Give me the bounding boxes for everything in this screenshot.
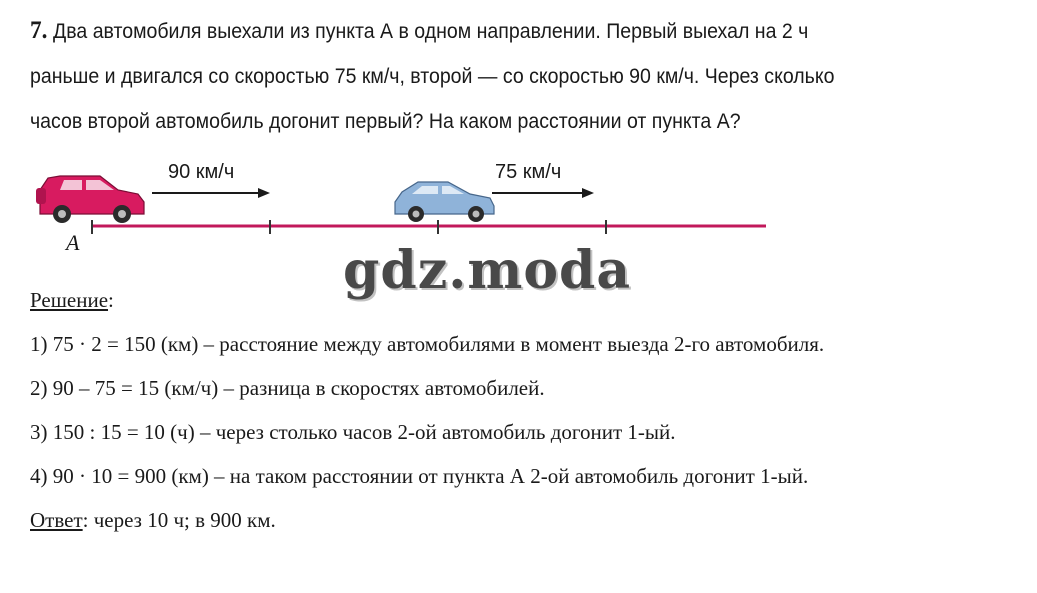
watermark-logo: gdz.moda	[343, 240, 632, 301]
problem-line-2: раньше и двигался со скоростью 75 км/ч, второй — со скоростью 90 км/ч. Через сколько	[30, 65, 835, 88]
solution-block	[30, 278, 1020, 542]
speed-label-first: 75 км/ч	[495, 161, 562, 183]
solution-step-3: 3) 150 : 15 = 10 (ч) – через столько часов 2-ой автомобиль догонит 1-ый.	[30, 420, 676, 444]
problem-text	[30, 8, 951, 144]
arrow-second	[152, 188, 270, 198]
problem-line-1	[30, 8, 951, 54]
solution-heading-colon: :	[108, 288, 114, 312]
car-first-icon	[395, 182, 494, 222]
solution-heading	[30, 278, 1020, 322]
answer-label: Ответ	[30, 508, 83, 532]
car-second-icon	[36, 176, 144, 223]
point-a-label: A	[66, 230, 80, 255]
answer-text: : через 10 ч; в 900 км.	[82, 508, 276, 532]
solution-step-4: 4) 90 · 10 = 900 (км) – на таком расстоянии от пункта А 2-ой автомобиль догонит 1-ый.	[30, 464, 809, 488]
answer-line	[30, 498, 1020, 542]
speed-label-second: 90 км/ч	[168, 161, 235, 183]
arrow-first	[492, 188, 594, 198]
problem-line-3: часов второй автомобиль догонит первый? На каком расстоянии от пункта А?	[30, 110, 741, 133]
problem-number: 7.	[30, 17, 48, 44]
solution-heading-text: Решение	[30, 288, 109, 312]
problem-line-1-text: Два автомобиля выехали из пункта А в одном направлении. Первый выехал на 2 ч	[53, 20, 809, 43]
solution-step-2: 2) 90 – 75 = 15 (км/ч) – разница в скоростях автомобилей.	[30, 376, 545, 400]
solution-step-1: 1) 75 · 2 = 150 (км) – расстояние между автомобилями в момент выезда 2-го автомобиля.	[30, 332, 825, 356]
